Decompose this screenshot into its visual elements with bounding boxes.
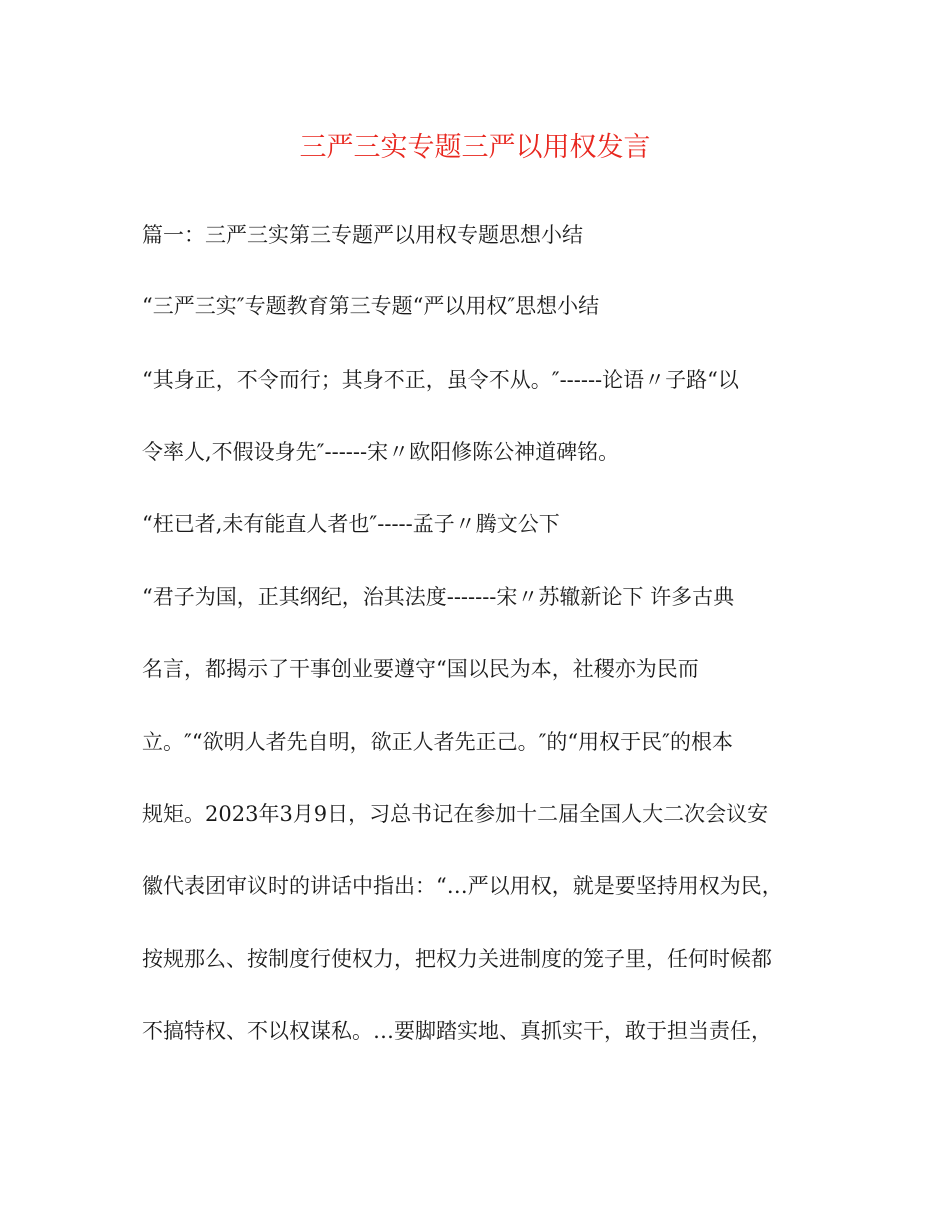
document-title: 三严三实专题三严以用权发言 [299,132,651,163]
body-line: 名言，都揭示了干事创业要遵守“国以民为本，社稷亦为民而 [142,657,699,681]
body-line: 立。″“欲明人者先自明，欲正人者先正己。″的“用权于民″的根本 [142,730,734,754]
body-line: 徽代表团审议时的讲话中指出：“…严以用权，就是要坚持用权为民， [142,874,783,898]
body-line: 按规那么、按制度行使权力，把权力关进制度的笼子里，任何时候都 [142,947,772,971]
subheading: “三严三实″专题教育第三专题“严以用权″思想小结 [142,294,600,318]
body-line: 令率人,不假设身先″------宋〃欧阳修陈公神道碑铭。 [142,440,620,464]
section-heading: 篇一：三严三实第三专题严以用权专题思想小结 [142,223,583,247]
body-line: 不搞特权、不以权谋私。…要脚踏实地、真抓实干，敢于担当责任， [142,1019,772,1043]
body-line: “其身正，不令而行；其身不正，虽令不从。″------论语〃子路“以 [142,368,739,392]
body-line: “君子为国，正其纲纪，治其法度-------宋〃苏辙新论下 许多古典 [142,585,735,609]
body-line: “枉已者,未有能直人者也″-----孟子〃腾文公下 [142,512,560,536]
body-line: 规矩。2023年3月9日，习总书记在参加十二届全国人大二次会议安 [142,802,769,826]
